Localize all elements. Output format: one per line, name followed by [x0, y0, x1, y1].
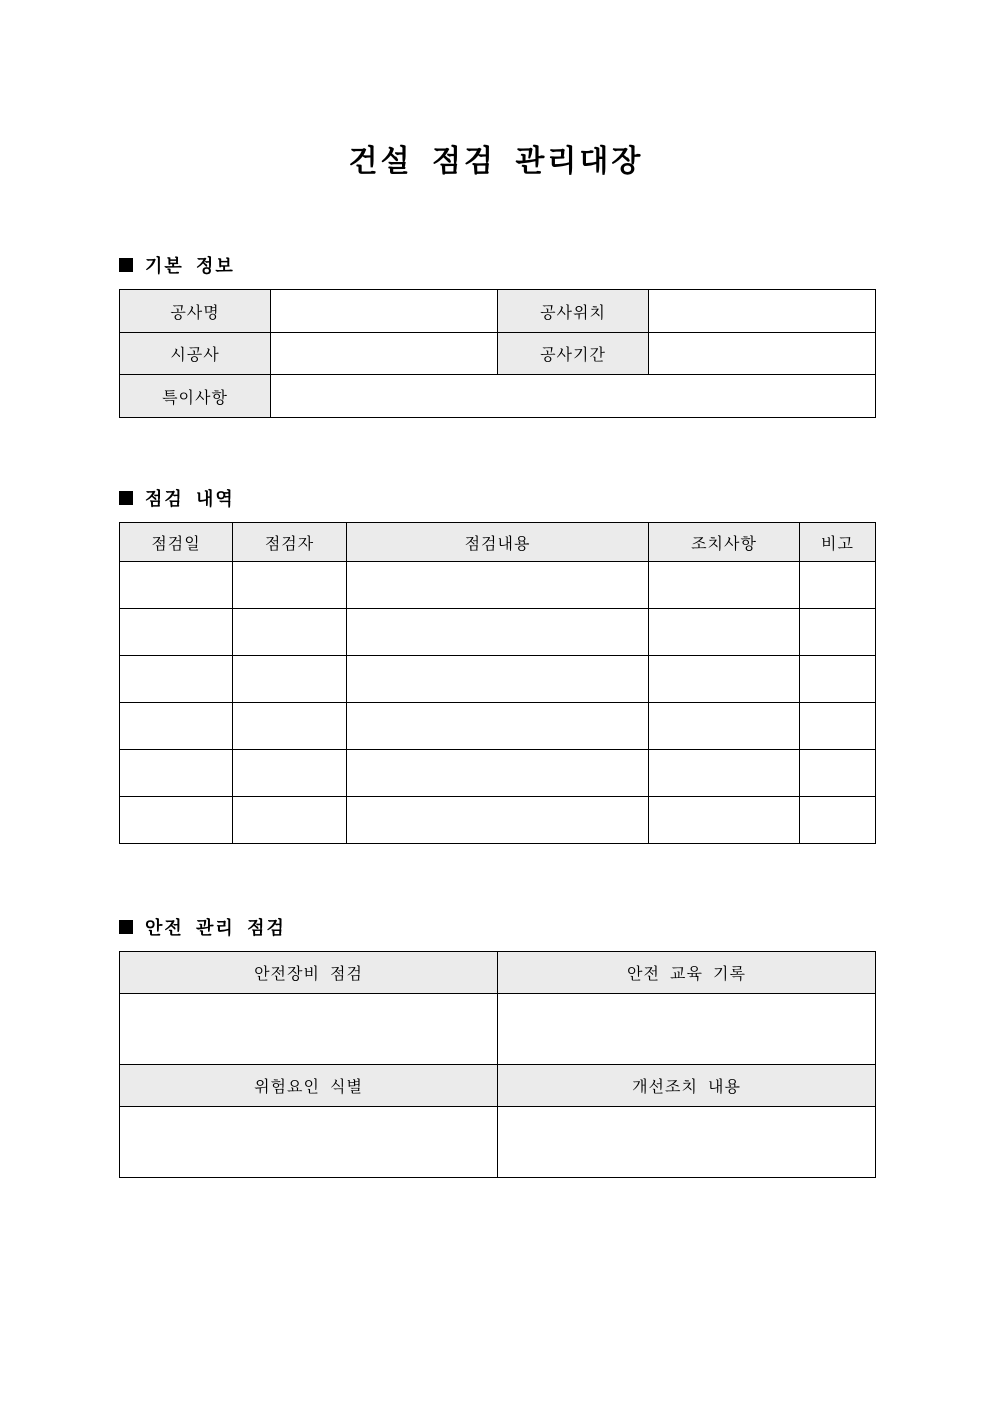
details-cell[interactable]: [347, 750, 649, 797]
actions-cell[interactable]: [649, 609, 800, 656]
notes-cell[interactable]: [800, 703, 876, 750]
section-heading-basic-info: [119, 252, 235, 278]
actions-cell[interactable]: [649, 797, 800, 844]
notes-cell[interactable]: [800, 750, 876, 797]
period-field[interactable]: [649, 333, 876, 375]
actions-cell[interactable]: [649, 656, 800, 703]
table-row: [120, 703, 876, 750]
date-cell[interactable]: [120, 562, 233, 609]
safety-equipment-field[interactable]: [120, 994, 498, 1065]
safety-equipment-label: 안전장비 점검: [120, 952, 498, 994]
notes-cell[interactable]: [800, 609, 876, 656]
table-row: [120, 609, 876, 656]
remarks-field[interactable]: [271, 375, 876, 418]
hazard-identification-label: 위험요인 식별: [120, 1065, 498, 1107]
table-row: [120, 797, 876, 844]
remarks-label: 특이사항: [120, 375, 271, 418]
column-header-notes: 비고: [800, 523, 876, 562]
actions-cell[interactable]: [649, 562, 800, 609]
table-header-row: [120, 952, 876, 994]
table-header-row: [120, 523, 876, 562]
inspector-cell[interactable]: [233, 562, 347, 609]
column-header-inspector: 점검자: [233, 523, 347, 562]
table-row: [120, 994, 876, 1065]
project-name-label: 공사명: [120, 290, 271, 333]
details-cell[interactable]: [347, 609, 649, 656]
column-header-actions: 조치사항: [649, 523, 800, 562]
project-location-field[interactable]: [649, 290, 876, 333]
date-cell[interactable]: [120, 609, 233, 656]
notes-cell[interactable]: [800, 656, 876, 703]
inspection-log-table: [119, 522, 876, 844]
notes-cell[interactable]: [800, 562, 876, 609]
square-bullet-icon: [119, 920, 133, 934]
column-header-date: 점검일: [120, 523, 233, 562]
square-bullet-icon: [119, 258, 133, 272]
actions-cell[interactable]: [649, 750, 800, 797]
date-cell[interactable]: [120, 750, 233, 797]
table-row: [120, 375, 876, 418]
inspector-cell[interactable]: [233, 609, 347, 656]
contractor-field[interactable]: [271, 333, 498, 375]
section-heading-label: 기본 정보: [145, 256, 235, 277]
date-cell[interactable]: [120, 656, 233, 703]
project-name-field[interactable]: [271, 290, 498, 333]
section-heading-inspection-log: [119, 485, 235, 511]
safety-education-label: 안전 교육 기록: [498, 952, 876, 994]
inspector-cell[interactable]: [233, 750, 347, 797]
inspector-cell[interactable]: [233, 797, 347, 844]
contractor-label: 시공사: [120, 333, 271, 375]
notes-cell[interactable]: [800, 797, 876, 844]
table-header-row: [120, 1065, 876, 1107]
project-location-label: 공사위치: [498, 290, 649, 333]
improvement-actions-field[interactable]: [498, 1107, 876, 1178]
square-bullet-icon: [119, 491, 133, 505]
improvement-actions-label: 개선조치 내용: [498, 1065, 876, 1107]
table-row: [120, 562, 876, 609]
inspector-cell[interactable]: [233, 703, 347, 750]
column-header-details: 점검내용: [347, 523, 649, 562]
safety-table: [119, 951, 876, 1178]
table-row: [120, 1107, 876, 1178]
actions-cell[interactable]: [649, 703, 800, 750]
table-row: [120, 656, 876, 703]
period-label: 공사기간: [498, 333, 649, 375]
table-row: [120, 333, 876, 375]
inspector-cell[interactable]: [233, 656, 347, 703]
table-row: [120, 750, 876, 797]
basic-info-table: [119, 289, 876, 418]
section-heading-safety: [119, 914, 286, 940]
section-heading-label: 점검 내역: [145, 489, 235, 510]
table-row: [120, 290, 876, 333]
details-cell[interactable]: [347, 797, 649, 844]
details-cell[interactable]: [347, 562, 649, 609]
document-title: 건설 점검 관리대장: [348, 144, 644, 179]
safety-education-field[interactable]: [498, 994, 876, 1065]
date-cell[interactable]: [120, 703, 233, 750]
details-cell[interactable]: [347, 703, 649, 750]
details-cell[interactable]: [347, 656, 649, 703]
hazard-identification-field[interactable]: [120, 1107, 498, 1178]
date-cell[interactable]: [120, 797, 233, 844]
section-heading-label: 안전 관리 점검: [145, 918, 286, 939]
